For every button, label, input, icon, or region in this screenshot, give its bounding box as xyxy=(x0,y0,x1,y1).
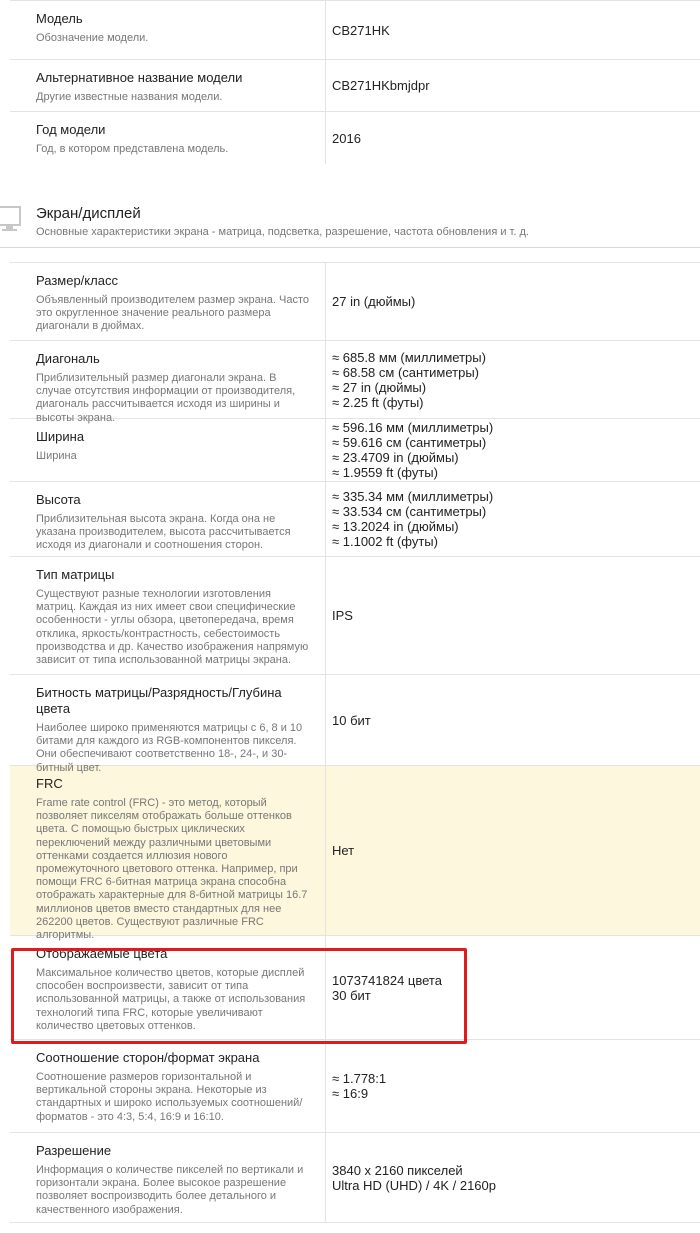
spec-value: 2016 xyxy=(332,130,361,146)
spec-value: ≈ 335.34 мм (миллиметры) xyxy=(332,489,494,504)
screen-specs-table xyxy=(0,262,700,1223)
spec-value-cell xyxy=(326,482,700,556)
spec-value: ≈ 68.58 см (сантиметры) xyxy=(332,364,479,380)
spec-label-cell xyxy=(10,112,326,164)
spec-value: ≈ 23.4709 in (дюймы) xyxy=(332,450,459,465)
spec-value: ≈ 13.2024 in (дюймы) xyxy=(332,519,459,534)
spec-description: Максимальное количество цветов, которые дисплей способен воспроизвести, зависит от типа использованной матрицы, а также от использования технологий типа FRC, которые увеличивают количество цветовых оттенков. xyxy=(36,967,306,1032)
spec-value: ≈ 1.1002 ft (футы) xyxy=(332,534,438,549)
spec-label-cell xyxy=(10,557,326,674)
spec-value: ≈ 33.534 см (сантиметры) xyxy=(332,504,487,519)
spec-label-cell xyxy=(10,1,326,59)
spec-row-panel-type xyxy=(10,557,700,675)
spec-row-color-depth xyxy=(10,675,700,774)
spec-row-model-year xyxy=(10,112,700,164)
spec-description: Объявленный производителем размер экрана. Часто это округленное значение реального размера диагонали в дюймах. xyxy=(36,294,310,333)
model-info-section xyxy=(0,0,700,164)
spec-description: Приблизительная высота экрана. Когда она не указана производителем, высота рассчитывается исходя из диагонали и соотношения сторон. xyxy=(36,513,291,552)
spec-row-width xyxy=(10,419,700,482)
spec-title: FRC xyxy=(36,776,63,791)
spec-description: Соотношение размеров горизонтальной и вертикальной стороны экрана. Некоторые из стандартных и широко используемых соотношений/форматов - это 4:3, 5:4, 16:9 и 16:10. xyxy=(36,1071,303,1123)
spec-row-alt-model xyxy=(10,60,700,112)
spec-value-cell xyxy=(326,60,700,111)
spec-value: 27 in (дюймы) xyxy=(332,294,416,309)
spec-value-cell xyxy=(326,419,700,481)
spec-value-cell xyxy=(326,1040,700,1132)
spec-value-cell xyxy=(326,1,700,59)
spec-value: Нет xyxy=(332,843,355,858)
spec-title: Разрешение xyxy=(36,1143,112,1158)
spec-value: ≈ 2.25 ft (футы) xyxy=(332,394,424,410)
spec-value: ≈ 685.8 мм (миллиметры) xyxy=(332,349,486,365)
spec-label-cell xyxy=(10,1040,326,1132)
spec-description: Другие известные названия модели. xyxy=(36,91,223,103)
spec-description: Информация о количестве пикселей по вертикали и горизонтали экрана. Более высокое разрешение позволяет воспроизводить более детального и качественного изображения. xyxy=(36,1164,304,1216)
spec-value: ≈ 1.9559 ft (футы) xyxy=(332,465,438,480)
spec-value-cell xyxy=(326,557,700,674)
spec-label-cell xyxy=(10,341,326,424)
spec-title: Тип матрицы xyxy=(36,567,115,582)
spec-title: Модель xyxy=(36,11,83,26)
spec-label-cell xyxy=(10,675,326,774)
spec-value: CB271HK xyxy=(332,22,390,38)
spec-value: 30 бит xyxy=(332,987,371,1003)
monitor-icon xyxy=(0,206,22,234)
spec-title: Высота xyxy=(36,492,81,507)
spec-value: CB271HKbmjdpr xyxy=(332,78,430,93)
spec-description: Наиболее широко применяются матрицы с 6, 8 и 10 битами для каждого из RGB-компонентов пикселя. Они обеспечивают соответственно 18-, 24-, и 30-битный цвет. xyxy=(36,722,303,774)
spec-label-cell xyxy=(10,419,326,481)
spec-label-cell xyxy=(10,482,326,556)
spec-label-cell xyxy=(10,263,326,340)
spec-value-cell xyxy=(326,675,700,765)
spec-row-resolution xyxy=(10,1133,700,1223)
spec-title: Отображаемые цвета xyxy=(36,946,168,961)
spec-title: Год модели xyxy=(36,122,106,137)
spec-value-cell xyxy=(326,263,700,340)
spec-row-diagonal xyxy=(10,341,700,424)
spec-value: 1073741824 цвета xyxy=(332,972,442,988)
spec-value: IPS xyxy=(332,608,353,623)
spec-value: ≈ 27 in (дюймы) xyxy=(332,379,427,395)
section-title: Экран/дисплей xyxy=(36,205,141,222)
spec-row-aspect-ratio xyxy=(10,1040,700,1133)
spec-row-model xyxy=(10,0,700,60)
spec-value-cell xyxy=(326,1133,700,1222)
spec-label-cell xyxy=(10,936,326,1039)
spec-row-height xyxy=(10,482,700,557)
spec-description: Ширина xyxy=(36,450,77,462)
spec-value: ≈ 16:9 xyxy=(332,1086,369,1101)
spec-row-size-class xyxy=(10,262,700,341)
spec-title: Альтернативное название модели xyxy=(36,70,243,85)
spec-label-cell xyxy=(10,766,326,942)
spec-title: Битность матрицы/Разрядность/Глубина цвета xyxy=(36,685,282,716)
spec-label-cell xyxy=(10,1133,326,1222)
spec-description: Обозначение модели. xyxy=(36,32,149,44)
spec-title: Ширина xyxy=(36,429,85,444)
section-description: Основные характеристики экрана - матрица, подсветка, разрешение, частота обновления и т. д. xyxy=(36,226,529,238)
spec-description: Приблизительный размер диагонали экрана. В случае отсутствия информации от производителя, диагональ рассчитывается исходя из ширины и высоты экрана. xyxy=(36,372,296,424)
spec-description: Существуют разные технологии изготовления матриц. Каждая из них имеет свои специфические особенности - углы обзора, цветопередача, время отклика, яркость/контрастность, себестоимость производства и др. Качество изображения напрямую зависит от типа использованной матрицы экрана. xyxy=(36,588,309,667)
screen-section-header xyxy=(0,196,700,248)
spec-value: ≈ 59.616 см (сантиметры) xyxy=(332,435,487,450)
spec-title: Соотношение сторон/формат экрана xyxy=(36,1050,260,1065)
spec-value-cell xyxy=(326,341,700,418)
spec-description: Frame rate control (FRC) - это метод, который позволяет пикселям отображать больше оттенков цвета. С помощью быстрых циклических переключений между различными цветовыми оттенками создается иллюзия нового промежуточного цветового оттенка. Например, при помощи FRC 6-битная матрица экрана способна отображать характерные для 8-битной матрицы 16.7 миллионов цветов вместо стандартных для нее 262200 цветов. Существуют различные FRC алгоритмы. xyxy=(36,797,308,942)
spec-value: Ultra HD (UHD) / 4K / 2160p xyxy=(332,1177,496,1193)
spec-value: ≈ 596.16 мм (миллиметры) xyxy=(332,420,494,435)
spec-value: 10 бит xyxy=(332,712,371,728)
spec-value: ≈ 1.778:1 xyxy=(332,1071,387,1086)
spec-row-display-colors xyxy=(10,936,700,1040)
spec-title: Размер/класс xyxy=(36,273,118,288)
spec-row-frc xyxy=(10,766,700,942)
spec-description: Год, в котором представлена модель. xyxy=(36,143,229,155)
spec-label-cell xyxy=(10,60,326,111)
spec-value-cell xyxy=(326,936,700,1039)
spec-value-cell xyxy=(326,112,700,164)
spec-title: Диагональ xyxy=(36,351,100,366)
spec-value: 3840 x 2160 пикселей xyxy=(332,1162,463,1178)
spec-value-cell xyxy=(326,766,700,935)
